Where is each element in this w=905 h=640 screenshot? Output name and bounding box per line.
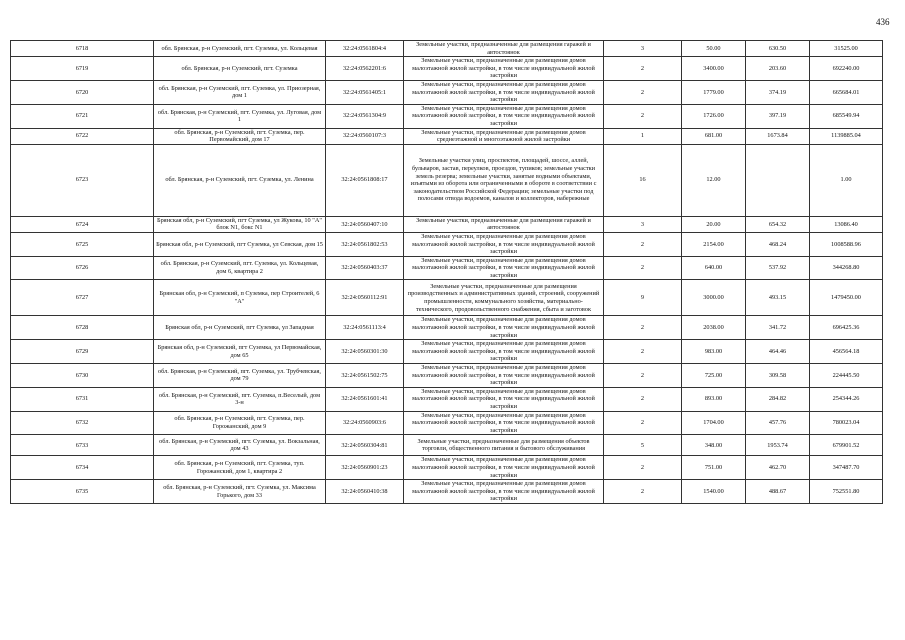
specific-value-cell: 488.67 xyxy=(746,480,810,504)
table-row xyxy=(11,216,883,232)
table-row xyxy=(11,256,883,280)
row-number: 6728 xyxy=(11,316,154,340)
permitted-use-cell: Земельные участки, предназначенные для размещения гаражей и автостоянок xyxy=(404,216,604,232)
area-cell: 893.00 xyxy=(682,387,746,411)
area-cell: 1704.00 xyxy=(682,411,746,435)
specific-value-cell: 464.46 xyxy=(746,340,810,364)
cadastral-value-cell: 780023.04 xyxy=(810,411,883,435)
area-cell: 751.00 xyxy=(682,456,746,480)
permitted-use-cell: Земельные участки, предназначенные для размещения домов среднеэтажной и многоэтажной жилой застройки xyxy=(404,128,604,144)
table-row xyxy=(11,57,883,81)
address-cell: обл. Брянская, р-н Суземский, пгт. Суземка, ул. Ленина xyxy=(154,144,326,216)
table-row xyxy=(11,340,883,364)
cadastral-number-cell: 32:24:0560903:6 xyxy=(326,411,404,435)
address-cell: Брянская обл, р-н Суземский, пгт Суземка, ул Первомайская, дом 65 xyxy=(154,340,326,364)
table-row xyxy=(11,364,883,388)
permitted-use-cell: Земельные участки, предназначенные для размещения домов малоэтажной жилой застройки, в том числе индивидуальной жилой застройки xyxy=(404,80,604,104)
cadastral-value-cell: 679901.52 xyxy=(810,435,883,456)
cadastral-value-cell: 456564.18 xyxy=(810,340,883,364)
specific-value-cell: 309.58 xyxy=(746,364,810,388)
row-number: 6727 xyxy=(11,280,154,316)
group-cell: 2 xyxy=(604,411,682,435)
group-cell: 2 xyxy=(604,456,682,480)
specific-value-cell: 397.19 xyxy=(746,104,810,128)
area-cell: 1779.00 xyxy=(682,80,746,104)
row-number: 6722 xyxy=(11,128,154,144)
cadastral-number-cell: 32:24:0561802:53 xyxy=(326,232,404,256)
row-number: 6718 xyxy=(11,41,154,57)
permitted-use-cell: Земельные участки, предназначенные для размещения домов малоэтажной жилой застройки, в том числе индивидуальной жилой застройки xyxy=(404,340,604,364)
cadastral-value-cell: 665684.01 xyxy=(810,80,883,104)
row-number: 6729 xyxy=(11,340,154,364)
permitted-use-cell: Земельные участки, предназначенные для размещения домов малоэтажной жилой застройки, в том числе индивидуальной жилой застройки xyxy=(404,256,604,280)
area-cell: 640.00 xyxy=(682,256,746,280)
group-cell: 2 xyxy=(604,480,682,504)
table-row xyxy=(11,411,883,435)
row-number: 6723 xyxy=(11,144,154,216)
row-number: 6735 xyxy=(11,480,154,504)
group-cell: 3 xyxy=(604,41,682,57)
group-cell: 16 xyxy=(604,144,682,216)
specific-value-cell: 284.82 xyxy=(746,387,810,411)
cadastral-value-cell: 1008588.96 xyxy=(810,232,883,256)
area-cell: 2038.00 xyxy=(682,316,746,340)
row-number: 6726 xyxy=(11,256,154,280)
table-row xyxy=(11,128,883,144)
cadastral-value-cell: 13086.40 xyxy=(810,216,883,232)
permitted-use-cell: Земельные участки, предназначенные для размещения домов малоэтажной жилой застройки, в том числе индивидуальной жилой застройки xyxy=(404,316,604,340)
cadastral-value-cell: 685549.94 xyxy=(810,104,883,128)
specific-value-cell: 457.76 xyxy=(746,411,810,435)
cadastral-number-cell: 32:24:0561502:75 xyxy=(326,364,404,388)
specific-value-cell xyxy=(746,144,810,216)
cadastral-value-cell: 1479450.00 xyxy=(810,280,883,316)
cadastral-number-cell: 32:24:0561405:1 xyxy=(326,80,404,104)
specific-value-cell: 537.92 xyxy=(746,256,810,280)
cadastral-value-cell: 254344.26 xyxy=(810,387,883,411)
address-cell: обл. Брянская, р-н Суземский, пгт. Суземка, п.Веселый, дом 3-н xyxy=(154,387,326,411)
group-cell: 2 xyxy=(604,364,682,388)
group-cell: 3 xyxy=(604,216,682,232)
address-cell: обл. Брянская, р-н Суземский, пгт. Суземка, ул. Луговая, дом 1 xyxy=(154,104,326,128)
cadastral-number-cell: 32:24:0560304:81 xyxy=(326,435,404,456)
area-cell: 3000.00 xyxy=(682,280,746,316)
cadastral-number-cell: 32:24:0560901:23 xyxy=(326,456,404,480)
permitted-use-cell: Земельные участки, предназначенные для размещения гаражей и автостоянок xyxy=(404,41,604,57)
permitted-use-cell: Земельные участки, предназначенные для размещения домов малоэтажной жилой застройки, в том числе индивидуальной жилой застройки xyxy=(404,364,604,388)
cadastral-number-cell: 32:24:0560107:3 xyxy=(326,128,404,144)
table-row xyxy=(11,480,883,504)
address-cell: обл. Брянская, р-н Суземский, пгт. Суземка, пер. Горожанский, дом 9 xyxy=(154,411,326,435)
permitted-use-cell: Земельные участки, предназначенные для размещения домов малоэтажной жилой застройки, в том числе индивидуальной жилой застройки xyxy=(404,456,604,480)
group-cell: 2 xyxy=(604,316,682,340)
row-number: 6731 xyxy=(11,387,154,411)
specific-value-cell: 654.32 xyxy=(746,216,810,232)
cadastral-number-cell: 32:24:0560403:37 xyxy=(326,256,404,280)
specific-value-cell: 1953.74 xyxy=(746,435,810,456)
specific-value-cell: 1673.84 xyxy=(746,128,810,144)
cadastral-number-cell: 32:24:0561304:9 xyxy=(326,104,404,128)
permitted-use-cell: Земельные участки, предназначенные для размещения производственных и административных зданий, строений, сооружений промышленности, коммунального хозяйства, материально-технического, продовольственного снабжения, сбыта и заготовок xyxy=(404,280,604,316)
specific-value-cell: 468.24 xyxy=(746,232,810,256)
area-cell: 2154.00 xyxy=(682,232,746,256)
permitted-use-cell: Земельные участки, предназначенные для размещения домов малоэтажной жилой застройки, в том числе индивидуальной жилой застройки xyxy=(404,387,604,411)
area-cell: 681.00 xyxy=(682,128,746,144)
cadastral-number-cell: 32:24:0561808:17 xyxy=(326,144,404,216)
permitted-use-cell: Земельные участки, предназначенные для размещения домов малоэтажной жилой застройки, в том числе индивидуальной жилой застройки xyxy=(404,104,604,128)
area-cell: 3400.00 xyxy=(682,57,746,81)
address-cell: Брянская обл, р-н Суземский, п Суземка, пер Строителей, 6 "А" xyxy=(154,280,326,316)
area-cell: 348.00 xyxy=(682,435,746,456)
group-cell: 2 xyxy=(604,80,682,104)
cadastral-number-cell: 32:24:0560410:38 xyxy=(326,480,404,504)
row-number: 6733 xyxy=(11,435,154,456)
row-number: 6730 xyxy=(11,364,154,388)
address-cell: обл. Брянская, р-н Суземский, пгт. Суземка, ул. Кольцевая, дом 6, квартира 2 xyxy=(154,256,326,280)
address-cell: обл. Брянская, р-н Суземский, пгт. Суземка, туп. Горожанский, дом 1, квартира 2 xyxy=(154,456,326,480)
specific-value-cell: 341.72 xyxy=(746,316,810,340)
address-cell: обл. Брянская, р-н Суземский, пгт. Суземка, ул. Приозерная, дом 1 xyxy=(154,80,326,104)
table-row xyxy=(11,435,883,456)
permitted-use-cell: Земельные участки, предназначенные для размещения объектов торговли, общественного питания и бытового обслуживания xyxy=(404,435,604,456)
table-row xyxy=(11,387,883,411)
specific-value-cell: 630.50 xyxy=(746,41,810,57)
address-cell: обл. Брянская, р-н Суземский, пгт. Суземка, ул. Трубчевская, дом 79 xyxy=(154,364,326,388)
table-body xyxy=(11,41,883,504)
address-cell: Брянская обл, р-н Суземский, пгт Суземка, ул Севская, дом 15 xyxy=(154,232,326,256)
table-row xyxy=(11,80,883,104)
table-row xyxy=(11,316,883,340)
address-cell: Брянская обл, р-н Суземский, пгт Суземка, ул Жукова, 10 "А" блок N1, бокс N1 xyxy=(154,216,326,232)
table-row xyxy=(11,104,883,128)
group-cell: 1 xyxy=(604,128,682,144)
specific-value-cell: 374.19 xyxy=(746,80,810,104)
table-row xyxy=(11,144,883,216)
cadastral-number-cell: 32:24:0560301:30 xyxy=(326,340,404,364)
specific-value-cell: 203.60 xyxy=(746,57,810,81)
cadastral-number-cell: 32:24:0561113:4 xyxy=(326,316,404,340)
specific-value-cell: 462.70 xyxy=(746,456,810,480)
row-number: 6734 xyxy=(11,456,154,480)
cadastral-number-cell: 32:24:0562201:6 xyxy=(326,57,404,81)
row-number: 6724 xyxy=(11,216,154,232)
address-cell: Брянская обл, р-н Суземский, пгт Суземка, ул Западная xyxy=(154,316,326,340)
page-number: 436 xyxy=(876,17,890,27)
cadastral-value-cell: 344268.80 xyxy=(810,256,883,280)
cadastral-number-cell: 32:24:0561804:4 xyxy=(326,41,404,57)
table-row xyxy=(11,280,883,316)
address-cell: обл. Брянская, р-н Суземский, пгт. Суземка xyxy=(154,57,326,81)
group-cell: 2 xyxy=(604,104,682,128)
group-cell: 2 xyxy=(604,256,682,280)
row-number: 6725 xyxy=(11,232,154,256)
area-cell: 20.00 xyxy=(682,216,746,232)
area-cell: 983.00 xyxy=(682,340,746,364)
row-number: 6721 xyxy=(11,104,154,128)
address-cell: обл. Брянская, р-н Суземский, пгт. Суземка, ул. Вокзальная, дом 43 xyxy=(154,435,326,456)
permitted-use-cell: Земельные участки, предназначенные для размещения домов малоэтажной жилой застройки, в том числе индивидуальной жилой застройки xyxy=(404,411,604,435)
area-cell: 50.00 xyxy=(682,41,746,57)
specific-value-cell: 493.15 xyxy=(746,280,810,316)
permitted-use-cell: Земельные участки, предназначенные для размещения домов малоэтажной жилой застройки, в том числе индивидуальной жилой застройки xyxy=(404,480,604,504)
area-cell: 1540.00 xyxy=(682,480,746,504)
group-cell: 5 xyxy=(604,435,682,456)
cadastral-value-cell: 752551.80 xyxy=(810,480,883,504)
cadastral-value-cell: 1139885.04 xyxy=(810,128,883,144)
cadastral-value-cell: 347487.70 xyxy=(810,456,883,480)
group-cell: 9 xyxy=(604,280,682,316)
cadastral-number-cell: 32:24:0560407:10 xyxy=(326,216,404,232)
table-row xyxy=(11,232,883,256)
table-row xyxy=(11,456,883,480)
permitted-use-cell: Земельные участки, предназначенные для размещения домов малоэтажной жилой застройки, в том числе индивидуальной жилой застройки xyxy=(404,57,604,81)
address-cell: обл. Брянская, р-н Суземский, пгт. Суземка, пер. Первомайский, дом 17 xyxy=(154,128,326,144)
cadastral-value-cell: 224445.50 xyxy=(810,364,883,388)
permitted-use-cell: Земельные участки улиц, проспектов, площадей, шоссе, аллей, бульваров, застав, переулков, проездов, тупиков; земельные участки земель резерва; земельные участки, занятые водными объектами, изъятыми из оборота или ограниченными в обороте в соответствии с законодательством Российской Федерации; земельные участки под полосами отвода водоемов, каналов и коллекторов, набережные xyxy=(404,144,604,216)
area-cell: 1726.00 xyxy=(682,104,746,128)
cadastral-number-cell: 32:24:0561601:41 xyxy=(326,387,404,411)
group-cell: 2 xyxy=(604,57,682,81)
cadastral-value-cell: 1.00 xyxy=(810,144,883,216)
address-cell: обл. Брянская, р-н Суземский, пгт. Суземка, ул. Кольцевая xyxy=(154,41,326,57)
row-number: 6719 xyxy=(11,57,154,81)
area-cell: 725.00 xyxy=(682,364,746,388)
row-number: 6732 xyxy=(11,411,154,435)
table-row xyxy=(11,41,883,57)
area-cell: 12.00 xyxy=(682,144,746,216)
cadastral-number-cell: 32:24:0560112:91 xyxy=(326,280,404,316)
cadastral-value-cell: 696425.36 xyxy=(810,316,883,340)
permitted-use-cell: Земельные участки, предназначенные для размещения домов малоэтажной жилой застройки, в том числе индивидуальной жилой застройки xyxy=(404,232,604,256)
cadastral-value-table xyxy=(10,40,883,504)
group-cell: 2 xyxy=(604,232,682,256)
group-cell: 2 xyxy=(604,340,682,364)
row-number: 6720 xyxy=(11,80,154,104)
group-cell: 2 xyxy=(604,387,682,411)
address-cell: обл. Брянская, р-н Суземский, пгт. Суземка, ул. Максима Горького, дом 33 xyxy=(154,480,326,504)
cadastral-value-cell: 692240.00 xyxy=(810,57,883,81)
cadastral-value-cell: 31525.00 xyxy=(810,41,883,57)
